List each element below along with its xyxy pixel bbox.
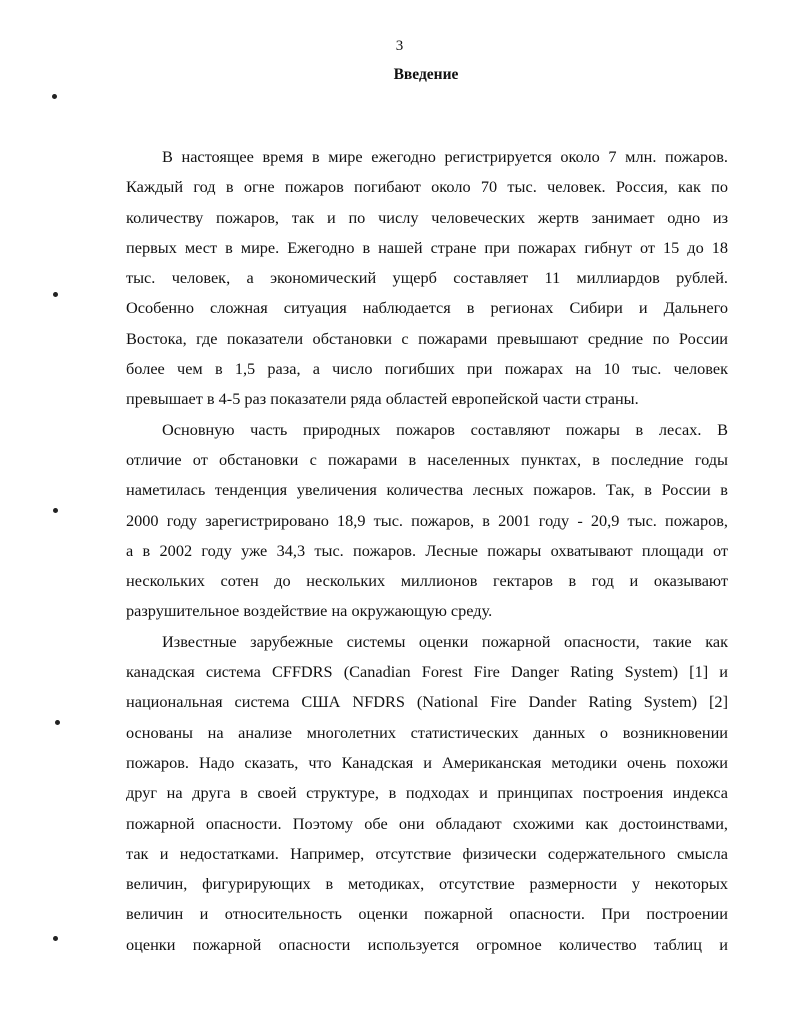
page-number: 3	[395, 38, 404, 54]
paragraph-3	[126, 627, 728, 960]
text-line: количеству пожаров, так и по числу человеческих жертв занимает одно из	[126, 207, 728, 227]
text-line: нескольких сотен до нескольких миллионов гектаров в год и оказывают	[126, 571, 728, 591]
text-line: канадская система CFFDRS (Canadian Forest Fire Danger Rating System) [1] и	[126, 662, 728, 682]
text-line: Основную часть природных пожаров составляют пожары в лесах. В	[162, 419, 728, 439]
text-line: основаны на анализе многолетних статистических данных о возникновении	[126, 722, 728, 742]
text-line: национальная система США NFDRS (National Fire Dander Rating System) [2]	[126, 692, 728, 712]
body-text	[126, 142, 728, 960]
text-line: а в 2002 году уже 34,3 тыс. пожаров. Лесные пожары охватывают площади от	[126, 540, 728, 560]
binding-hole-mark	[53, 936, 58, 941]
text-line: тыс. человек, а экономический ущерб составляет 11 миллиардов рублей.	[126, 268, 728, 288]
text-line: разрушительное воздействие на окружающую среду.	[126, 601, 493, 621]
paragraph-2	[126, 415, 728, 627]
text-line: Каждый год в огне пожаров погибают около 70 тыс. человек. Россия, как по	[126, 177, 728, 197]
text-line: Особенно сложная ситуация наблюдается в регионах Сибири и Дальнего	[126, 298, 728, 318]
text-line: В настоящее время в мире ежегодно регистрируется около 7 млн. пожаров.	[162, 147, 728, 166]
text-line: наметилась тенденция увеличения количества лесных пожаров. Так, в России в	[126, 480, 728, 500]
text-line: друг на друга в своей структуре, в подходах и принципах построения индекса	[126, 783, 728, 803]
text-line: так и недостатками. Например, отсутствие физически содержательного смысла	[126, 843, 728, 863]
text-line: величин, фигурирующих в методиках, отсутствие размерности у некоторых	[126, 874, 728, 894]
text-line: оценки пожарной опасности используется огромное количество таблиц и	[126, 934, 728, 954]
text-line: Востока, где показатели обстановки с пожарами превышают средние по России	[126, 328, 728, 348]
paragraph-1	[126, 142, 728, 415]
text-line: первых мест в мире. Ежегодно в нашей стране при пожарах гибнут от 15 до 18	[126, 237, 728, 257]
binding-hole-mark	[52, 94, 57, 99]
text-line: величин и относительность оценки пожарной опасности. При построении	[126, 904, 728, 924]
text-line: пожарной опасности. Поэтому обе они обладают схожими как достоинствами,	[126, 813, 728, 833]
text-line: Известные зарубежные системы оценки пожарной опасности, такие как	[162, 631, 728, 651]
binding-hole-mark	[55, 720, 60, 725]
text-line: 2000 году зарегистрировано 18,9 тыс. пожаров, в 2001 году - 20,9 тыс. пожаров,	[126, 510, 728, 530]
binding-hole-mark	[53, 508, 58, 513]
text-line: отличие от обстановки с пожарами в населенных пунктах, в последние годы	[126, 449, 728, 469]
section-heading: Введение	[393, 66, 459, 83]
text-line: превышает в 4-5 раз показатели ряда областей европейской части страны.	[126, 389, 639, 409]
binding-hole-mark	[53, 292, 58, 297]
text-line: пожаров. Надо сказать, что Канадская и Американская методики очень похожи	[126, 752, 728, 772]
text-line: более чем в 1,5 раза, а число погибших при пожарах на 10 тыс. человек	[126, 359, 728, 379]
